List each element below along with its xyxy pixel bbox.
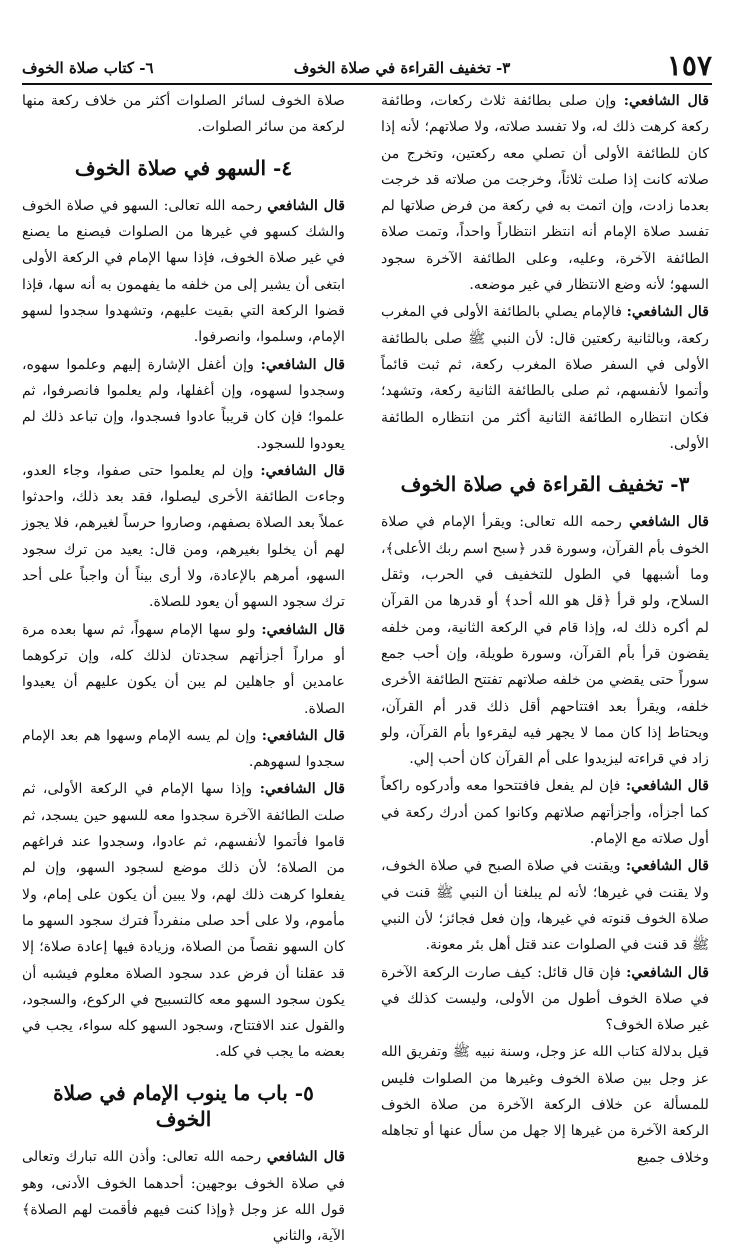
speaker-label: قال الشافعي: xyxy=(625,858,709,875)
paragraph xyxy=(381,960,709,1039)
paragraph-text: فالإمام يصلي بالطائفة الأولى في المغرب ركعة، وبالثانية ركعتين قال: لأن النبي ﷺ صلى بالطائفة الأولى في السفر صلاة المغرب ركعة، ثم ثبت قائماً وأتموا لأنفسهم، ثم صلى بالطائفة الثانية ركعة، وتشهد؛ فكان انتظاره الطائفة الثانية أكثر من انتظاره الطائفة الأولى. xyxy=(381,304,709,452)
paragraph-text: رحمه الله تعالى: وأذن الله تبارك وتعالى في صلاة الخوف بوجهين: أحدهما الخوف الأدنى، وهو قول الله عز وجل ﴿وإذا كنت فيهم فأقمت لهم الصلاة﴾ الآية، والثاني xyxy=(22,1149,345,1245)
left-column xyxy=(22,88,345,1245)
running-head-chapter: ٣- تخفيف القراءة في صلاة الخوف xyxy=(293,59,511,77)
paragraph-text: وإن لم يسه الإمام وسهوا هم بعد الإمام سجدوا لسهوهم. xyxy=(22,727,345,771)
paragraph xyxy=(381,853,709,958)
right-column xyxy=(381,88,709,1166)
running-head-book: ٦- كتاب صلاة الخوف xyxy=(22,59,154,77)
paragraph xyxy=(381,88,709,298)
speaker-label: قال الشافعي: xyxy=(261,727,345,744)
page-number: ١٥٧ xyxy=(666,49,712,82)
paragraph-text: فإن لم يفعل فافتتحوا معه وأدركوه راكعاً كما أجزأه، وأجزأتهم صلاتهم وكانوا كمن أدرك ركعة في أول صلاته مع الإمام. xyxy=(381,778,709,848)
speaker-label: قال الشافعي: xyxy=(259,781,345,798)
speaker-label: قال الشافعي: xyxy=(625,778,709,795)
paragraph xyxy=(22,193,345,351)
paragraph-text: وإن لم يعلموا حتى صفوا، وجاء العدو، وجاءت الطائفة الأخرى ليصلوا، فقد بعد ذلك، واحدثوا عملاً بعد الصلاة بصفهم، وصاروا حرساً لغيرهم، فلا يجوز لهم أن يخلوا بغيرهم، ومن قال: يعيد من ترك سجود السهو، أمرهم بالإعادة، ولا أرى بيناً أن واجباً على أحد ترك سجود السهو أن يعود للصلاة. xyxy=(22,462,345,611)
speaker-label: قال الشافعي: xyxy=(261,621,345,638)
paragraph xyxy=(22,723,345,776)
paragraph xyxy=(22,1144,345,1249)
paragraph-text: قيل بدلالة كتاب الله عز وجل، وسنة نبيه ﷺ وتفريق الله عز وجل بين صلاة الخوف وغيرها من الصلوات فليس للمسألة عن خلاف الركعة الآخرة من صلاة الخوف الركعة الآخرة من غيرها إلا جهل من سأل عنها أو تجاهله وخلاف جميع xyxy=(381,1044,709,1166)
speaker-label: قال الشافعي xyxy=(629,514,709,531)
paragraph xyxy=(381,509,709,772)
paragraph-text: فإن قال قائل: كيف صارت الركعة الآخرة في صلاة الخوف أطول من الأولى، وليست كذلك في غير صلاة الخوف؟ xyxy=(381,964,709,1034)
paragraph-text: رحمه الله تعالى: السهو في صلاة الخوف والشك كسهو في غيرها من الصلوات فيصنع ما يصنع في غير صلاة الخوف، فإذا سها الإمام في الركعة الأولى ابتغى أن يشير إلى من خلفه ما يفهمون به أنه سها، فإذا قضوا الركعة التي بقيت عليهم، وتشهدوا سجدوا لسهو الإمام، وسلموا، وانصرفوا. xyxy=(22,197,345,346)
paragraph xyxy=(381,1039,709,1170)
page-header xyxy=(22,49,712,83)
section-heading: ٣- تخفيف القراءة في صلاة الخوف xyxy=(400,472,690,497)
paragraph xyxy=(381,299,709,457)
paragraph-text: وإن صلى بطائفة ثلاث ركعات، وطائفة ركعة كرهت ذلك له، ولا تفسد صلاته، ولا صلاتهم؛ لأنه إذا كان للطائفة الأولى أن تصلي معه ركعتين، وتخرج من صلاته كانت إذا صلت ثلاثاً، وخرجت من صلاته قد خرجت بعدما زادت، وإن اتمت به في ركعة من فرض صلاتها لم تفسد صلاة الإمام أنه انتظر انتظاراً واحداً، وتمت صلاة الطائفة الآخرة، وعليه، وعلى الطائفة الآخرة سجود السهو؛ لأنه وضع الانتظار في غير موضعه. xyxy=(381,93,709,294)
paragraph-text: وإن أغفل الإشارة إليهم وعلموا سهوه، وسجدوا لسهوه، وإن أغفلها، ولم يعلموا فانصرفوا، ثم علموا؛ فإن كان قريباً عادوا فسجدوا، وإن تباعد ذلك لم يعودوا للسجود. xyxy=(22,356,345,452)
paragraph-text: رحمه الله تعالى: ويقرأ الإمام في صلاة الخوف بأم القرآن، وسورة قدر ﴿سبح اسم ربك الأعلى﴾، وما أشبهها في الطول للتخفيف في الحرب، وثقل السلاح، ولو قرأ ﴿قل هو الله أحد﴾ أو قدرها من القرآن لم أكره ذلك له، وإذا قام في الركعة الثانية، ومن خلفه يقضون قرأ بأم القرآن، وسورة طويلة، وإن أحب جمع سوراً حتى يقضي من خلفه صلاتهم تفتتح الطائفة الأخرى خلفه، ويقرأ بعد افتتاحهم أقل ذلك قدر أم القرآن، ويحتاط إذا كان مما لا يجهر فيه ليقرءوا بأم القرآن، ولو زاد في قراءته ليزيدوا على أم القرآن كان أحب إلي. xyxy=(381,514,709,768)
paragraph-text: ولو سها الإمام سهواً، ثم سها بعده مرة أو مراراً أجزأتهم سجدتان لذلك كله، وإن تركوهما عامدين أو جاهلين لم يبن أن يكون عليهم أن يعيدوا الصلاة. xyxy=(22,621,345,717)
paragraph xyxy=(22,458,345,616)
speaker-label: قال الشافعي: xyxy=(260,356,345,373)
speaker-label: قال الشافعي xyxy=(267,197,345,214)
section-heading: ٤- السهو في صلاة الخوف xyxy=(74,155,293,180)
paragraph-text: وإذا سها الإمام في الركعة الأولى، ثم صلت الطائفة الآخرة سجدوا معه للسهو حين يسجد، ثم قاموا فأتموا لأنفسهم، ثم عادوا، وسجدوا عند فراغهم من الصلاة؛ لأن ذلك موضع لسجود السهو، وإن لم يفعلوا كرهت ذلك لهم، ولا يبين أن يكون على إمام، ولا مأموم، ولا على أحد صلى منفرداً فترك سجود السهو ما كان السهو نقصاً من الصلاة، وزيادة فيها إعادة صلاة؛ إلا قد عقلنا أن فرض عدد سجود الصلاة معلوم فيشبه أن يكون سجود السهو معه كالتسبيح في الركوع، والسجود، والقول عند الافتتاح، وسجود السهو كله سواء، يجب في بعضه ما يجب في كله. xyxy=(22,781,345,1061)
section-heading: ٥- باب ما ينوب الإمام في صلاة الخوف xyxy=(53,1080,314,1131)
speaker-label: قال الشافعي: xyxy=(626,964,709,981)
paragraph-text: صلاة الخوف لسائر الصلوات أكثر من خلاف ركعة منها لركعة من سائر الصلوات. xyxy=(22,93,345,136)
speaker-label: قال الشافعي: xyxy=(626,304,709,321)
paragraph xyxy=(22,617,345,722)
paragraph xyxy=(381,773,709,852)
header-rule xyxy=(22,83,712,85)
speaker-label: قال الشافعي: xyxy=(623,93,709,109)
paragraph xyxy=(22,352,345,457)
paragraph xyxy=(22,88,345,141)
paragraph-text: ويقنت في صلاة الصبح في صلاة الخوف، ولا يقنت في غيرها؛ لأنه لم يبلغنا أن النبي ﷺ قنت في صلاة الخوف قنوته في غيرها، وإن فعل فجائز؛ لأن النبي ﷺ قد قنت في الصلوات عند قتل أهل بئر معونة. xyxy=(381,858,709,954)
speaker-label: قال الشافعي xyxy=(266,1149,345,1166)
speaker-label: قال الشافعي: xyxy=(260,462,345,479)
paragraph xyxy=(22,776,345,1065)
